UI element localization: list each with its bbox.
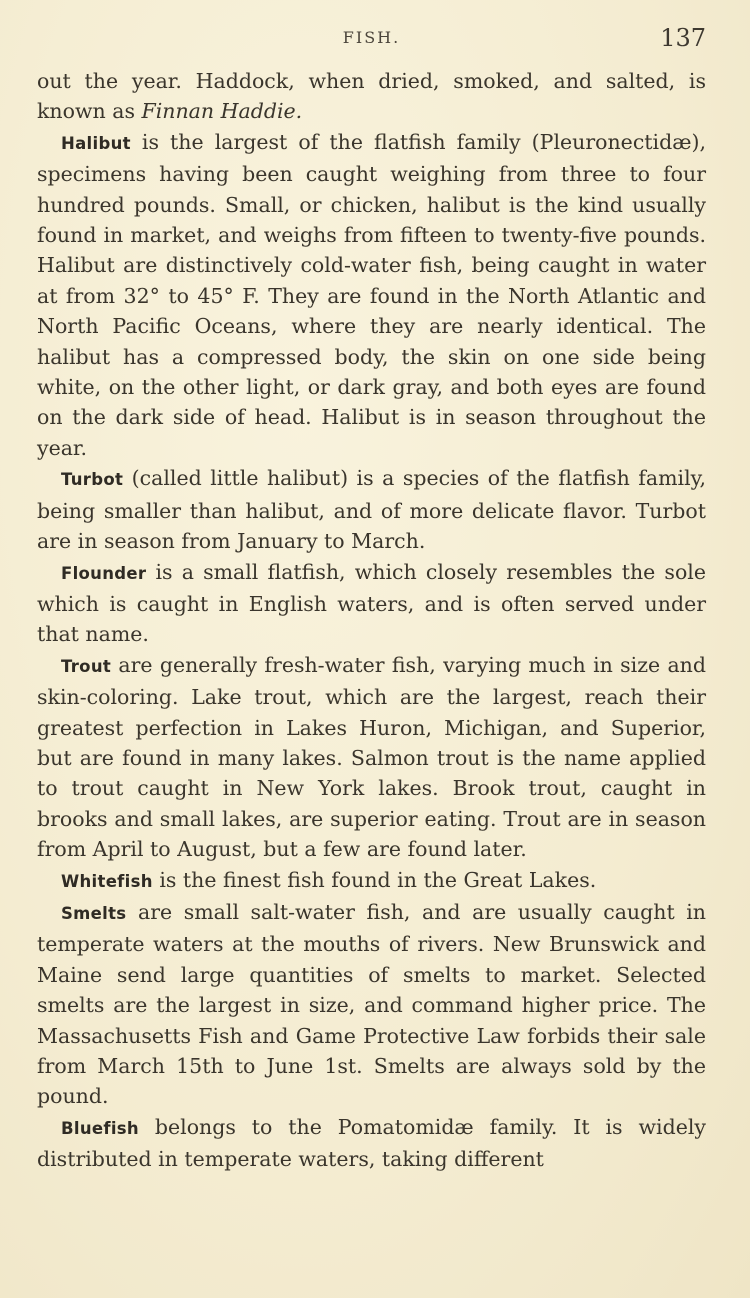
paragraph-text: (called little halibut) is a species of the flatfish family, being smaller than halibut, and of more delicate flavor. Turbot are in season from January to March. xyxy=(37,466,706,554)
paragraph-halibut xyxy=(37,127,706,463)
paragraph-whitefish xyxy=(37,865,706,897)
paragraph-bluefish xyxy=(37,1112,706,1175)
italic-term-finnan-haddie: Finnan Haddie. xyxy=(141,99,303,124)
paragraph-text: is the finest fish found in the Great Lakes. xyxy=(152,867,597,892)
term-bluefish: Bluefish xyxy=(61,1118,139,1138)
paragraph-text: out the year. Haddock, when dried, smoked, and salted, is known as xyxy=(37,69,706,124)
term-smelts: Smelts xyxy=(61,903,127,923)
term-halibut: Halibut xyxy=(61,133,131,153)
paragraph-text: are small salt-water fish, and are usually caught in temperate waters at the mouths of rivers. New Brunswick and Maine send large quantities of smelts to market. Selected smelts are the largest in size, and command higher price. The Massachusetts Fish and Game Protective Law forbids their sale from March 15th to June 1st. Smelts are always sold by the pound. xyxy=(37,899,706,1109)
paragraph-haddock-continued xyxy=(37,66,706,127)
paragraph-flounder xyxy=(37,557,706,650)
paragraph-text: is a small flatfish, which closely resembles the sole which is caught in English waters, and is often served under that name. xyxy=(37,559,706,647)
page-number: 137 xyxy=(660,24,706,52)
term-flounder: Flounder xyxy=(61,563,147,583)
paragraph-trout xyxy=(37,650,706,865)
paragraph-text: are generally fresh-water fish, varying much in size and skin-coloring. Lake trout, which are the largest, reach their greatest perfection in Lakes Huron, Michigan, and Superior, but are found in many lakes. Salmon trout is the name applied to trout caught in New York lakes. Brook trout, caught in brooks and small lakes, are superior eating. Trout are in season from April to August, but a few are found later. xyxy=(37,652,706,862)
paragraph-text: is the largest of the flatfish family (Pleuronectidæ), specimens having been caught weighing from three to four hundred pounds. Small, or chicken, halibut is the kind usually found in market, and weighs from fifteen to twenty-five pounds. Halibut are distinctively cold-water fish, being caught in water at from 32° to 45° F. They are found in the North Atlantic and North Pacific Oceans, where they are nearly identical. The halibut has a compressed body, the skin on one side being white, on the other light, or dark gray, and both eyes are found on the dark side of head. Halibut is in season throughout the year. xyxy=(37,129,706,460)
term-trout: Trout xyxy=(61,656,112,676)
paragraph-smelts xyxy=(37,897,706,1112)
term-whitefish: Whitefish xyxy=(61,871,153,891)
term-turbot: Turbot xyxy=(61,470,124,490)
paragraph-turbot xyxy=(37,463,706,556)
running-head xyxy=(37,24,706,64)
running-title: FISH. xyxy=(342,28,401,47)
paragraph-text: belongs to the Pomatomidæ family. It is widely distributed in temperate waters, taking different xyxy=(37,1114,706,1172)
body-text xyxy=(37,66,706,1175)
